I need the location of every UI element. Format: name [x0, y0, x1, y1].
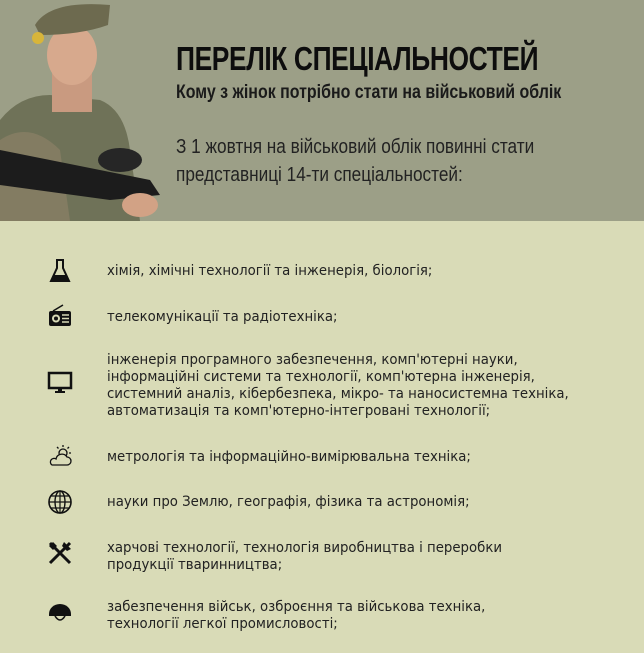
- header-banner: [0, 0, 644, 221]
- page-subtitle: Кому з жінок потрібно стати на військовий облік: [176, 82, 562, 103]
- item-text: харчові технології, технологія виробництва і переробки продукції тваринництва;: [107, 540, 503, 573]
- item-text: інженерія програмного забезпечення, комп'ютерні науки, інформаційні системи та технології, комп'ютерна інженерія, системний аналіз, кібербезпека, мікро- та наносистемна техніка, автоматизація та комп'ютерно-інтегровані технології;: [107, 352, 569, 419]
- monitor-icon: [47, 370, 73, 396]
- radio-icon: [47, 303, 73, 329]
- intro-text: [176, 133, 534, 189]
- item-text: метрологія та інформаційно-вимірювальна техніка;: [107, 449, 471, 465]
- weather-icon: [47, 443, 73, 469]
- item-text: хімія, хімічні технології та інженерія, біологія;: [107, 263, 433, 279]
- fork-knife-icon: [47, 540, 73, 566]
- item-text: забезпечення військ, озброєння та військова техніка, технології легкої промисловості;: [107, 599, 486, 632]
- item-text: телекомунікації та радіотехніка;: [107, 309, 338, 325]
- page-title: ПЕРЕЛІК СПЕЦІАЛЬНОСТЕЙ: [176, 40, 539, 77]
- item-text: науки про Землю, географія, фізика та астрономія;: [107, 494, 470, 510]
- intro-line: представниці 14-ти спеціальностей:: [176, 164, 463, 186]
- soldier-photo: [0, 0, 170, 221]
- flask-icon: [47, 258, 73, 284]
- globe-icon: [47, 489, 73, 515]
- helmet-icon: [47, 599, 73, 625]
- intro-line: З 1 жовтня на військовий облік повинні стати: [176, 136, 535, 158]
